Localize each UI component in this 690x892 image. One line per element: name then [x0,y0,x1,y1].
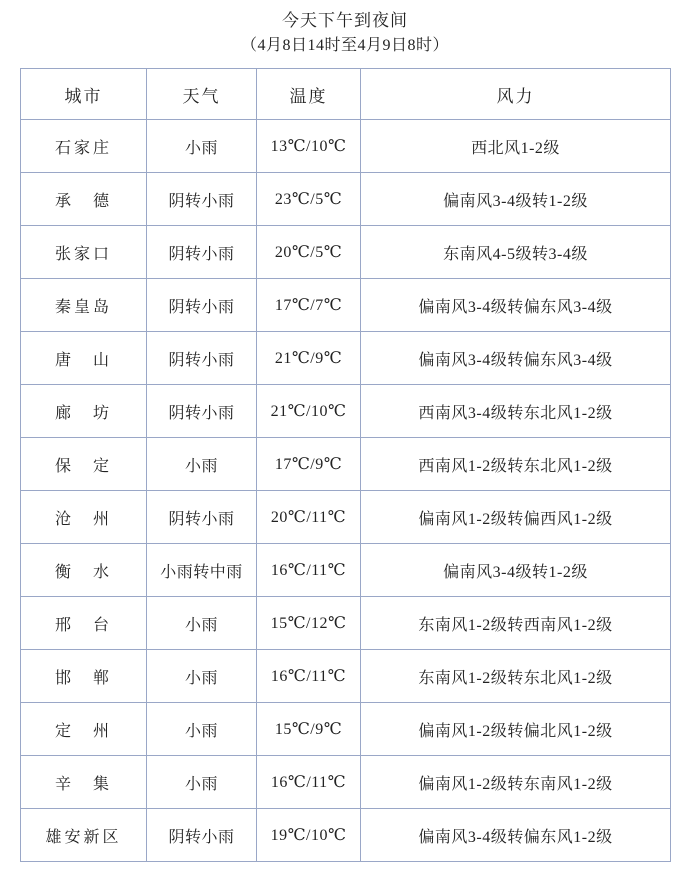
cell-wind: 偏南风3-4级转偏东风3-4级 [361,332,671,385]
cell-weather: 阴转小雨 [147,332,257,385]
cell-city: 廊 坊 [21,385,147,438]
table-row [21,491,671,544]
cell-city: 张家口 [21,226,147,279]
table-row [21,809,671,862]
table-row [21,173,671,226]
cell-weather: 阴转小雨 [147,279,257,332]
cell-wind: 西南风3-4级转东北风1-2级 [361,385,671,438]
cell-temperature: 15℃/9℃ [257,703,361,756]
column-header-temperature: 温度 [257,69,361,120]
table-row [21,597,671,650]
forecast-header [20,8,670,58]
cell-weather: 阴转小雨 [147,385,257,438]
cell-temperature: 17℃/7℃ [257,279,361,332]
cell-city: 保 定 [21,438,147,491]
forecast-period-range: （4月8日14时至4月9日8时） [240,37,449,54]
cell-wind: 偏南风3-4级转1-2级 [361,544,671,597]
table-row [21,544,671,597]
table-row [21,120,671,173]
cell-weather: 小雨 [147,756,257,809]
weather-table [20,68,671,862]
cell-temperature: 13℃/10℃ [257,120,361,173]
table-body [21,120,671,862]
cell-weather: 小雨转中雨 [147,544,257,597]
cell-weather: 阴转小雨 [147,491,257,544]
forecast-period-title: 今天下午到夜间 [282,11,408,30]
cell-temperature: 16℃/11℃ [257,756,361,809]
cell-weather: 阴转小雨 [147,809,257,862]
cell-city: 邯 郸 [21,650,147,703]
cell-weather: 阴转小雨 [147,226,257,279]
table-row [21,385,671,438]
cell-temperature: 16℃/11℃ [257,544,361,597]
cell-city: 唐 山 [21,332,147,385]
cell-wind: 偏南风1-2级转偏西风1-2级 [361,491,671,544]
cell-weather: 阴转小雨 [147,173,257,226]
column-header-wind: 风力 [361,69,671,120]
cell-temperature: 19℃/10℃ [257,809,361,862]
cell-city: 邢 台 [21,597,147,650]
cell-city: 沧 州 [21,491,147,544]
cell-weather: 小雨 [147,120,257,173]
cell-wind: 东南风4-5级转3-4级 [361,226,671,279]
table-row [21,226,671,279]
cell-city: 石家庄 [21,120,147,173]
cell-temperature: 21℃/10℃ [257,385,361,438]
cell-wind: 偏南风3-4级转偏东风1-2级 [361,809,671,862]
table-row [21,279,671,332]
cell-city: 秦皇岛 [21,279,147,332]
cell-city: 雄安新区 [21,809,147,862]
table-row [21,438,671,491]
table-row [21,756,671,809]
cell-wind: 东南风1-2级转东北风1-2级 [361,650,671,703]
cell-temperature: 23℃/5℃ [257,173,361,226]
cell-wind: 东南风1-2级转西南风1-2级 [361,597,671,650]
cell-city: 衡 水 [21,544,147,597]
cell-weather: 小雨 [147,650,257,703]
cell-wind: 偏南风3-4级转偏东风3-4级 [361,279,671,332]
table-row [21,650,671,703]
cell-wind: 西北风1-2级 [361,120,671,173]
cell-wind: 偏南风3-4级转1-2级 [361,173,671,226]
cell-city: 辛 集 [21,756,147,809]
cell-weather: 小雨 [147,703,257,756]
cell-temperature: 15℃/12℃ [257,597,361,650]
table-row [21,332,671,385]
cell-wind: 偏南风1-2级转东南风1-2级 [361,756,671,809]
cell-temperature: 20℃/11℃ [257,491,361,544]
cell-temperature: 20℃/5℃ [257,226,361,279]
table-row [21,703,671,756]
cell-city: 承 德 [21,173,147,226]
column-header-city: 城市 [21,69,147,120]
column-header-weather: 天气 [147,69,257,120]
cell-temperature: 17℃/9℃ [257,438,361,491]
cell-temperature: 16℃/11℃ [257,650,361,703]
cell-weather: 小雨 [147,438,257,491]
table-header-row [21,69,671,120]
cell-city: 定 州 [21,703,147,756]
cell-temperature: 21℃/9℃ [257,332,361,385]
cell-wind: 偏南风1-2级转偏北风1-2级 [361,703,671,756]
cell-wind: 西南风1-2级转东北风1-2级 [361,438,671,491]
cell-weather: 小雨 [147,597,257,650]
